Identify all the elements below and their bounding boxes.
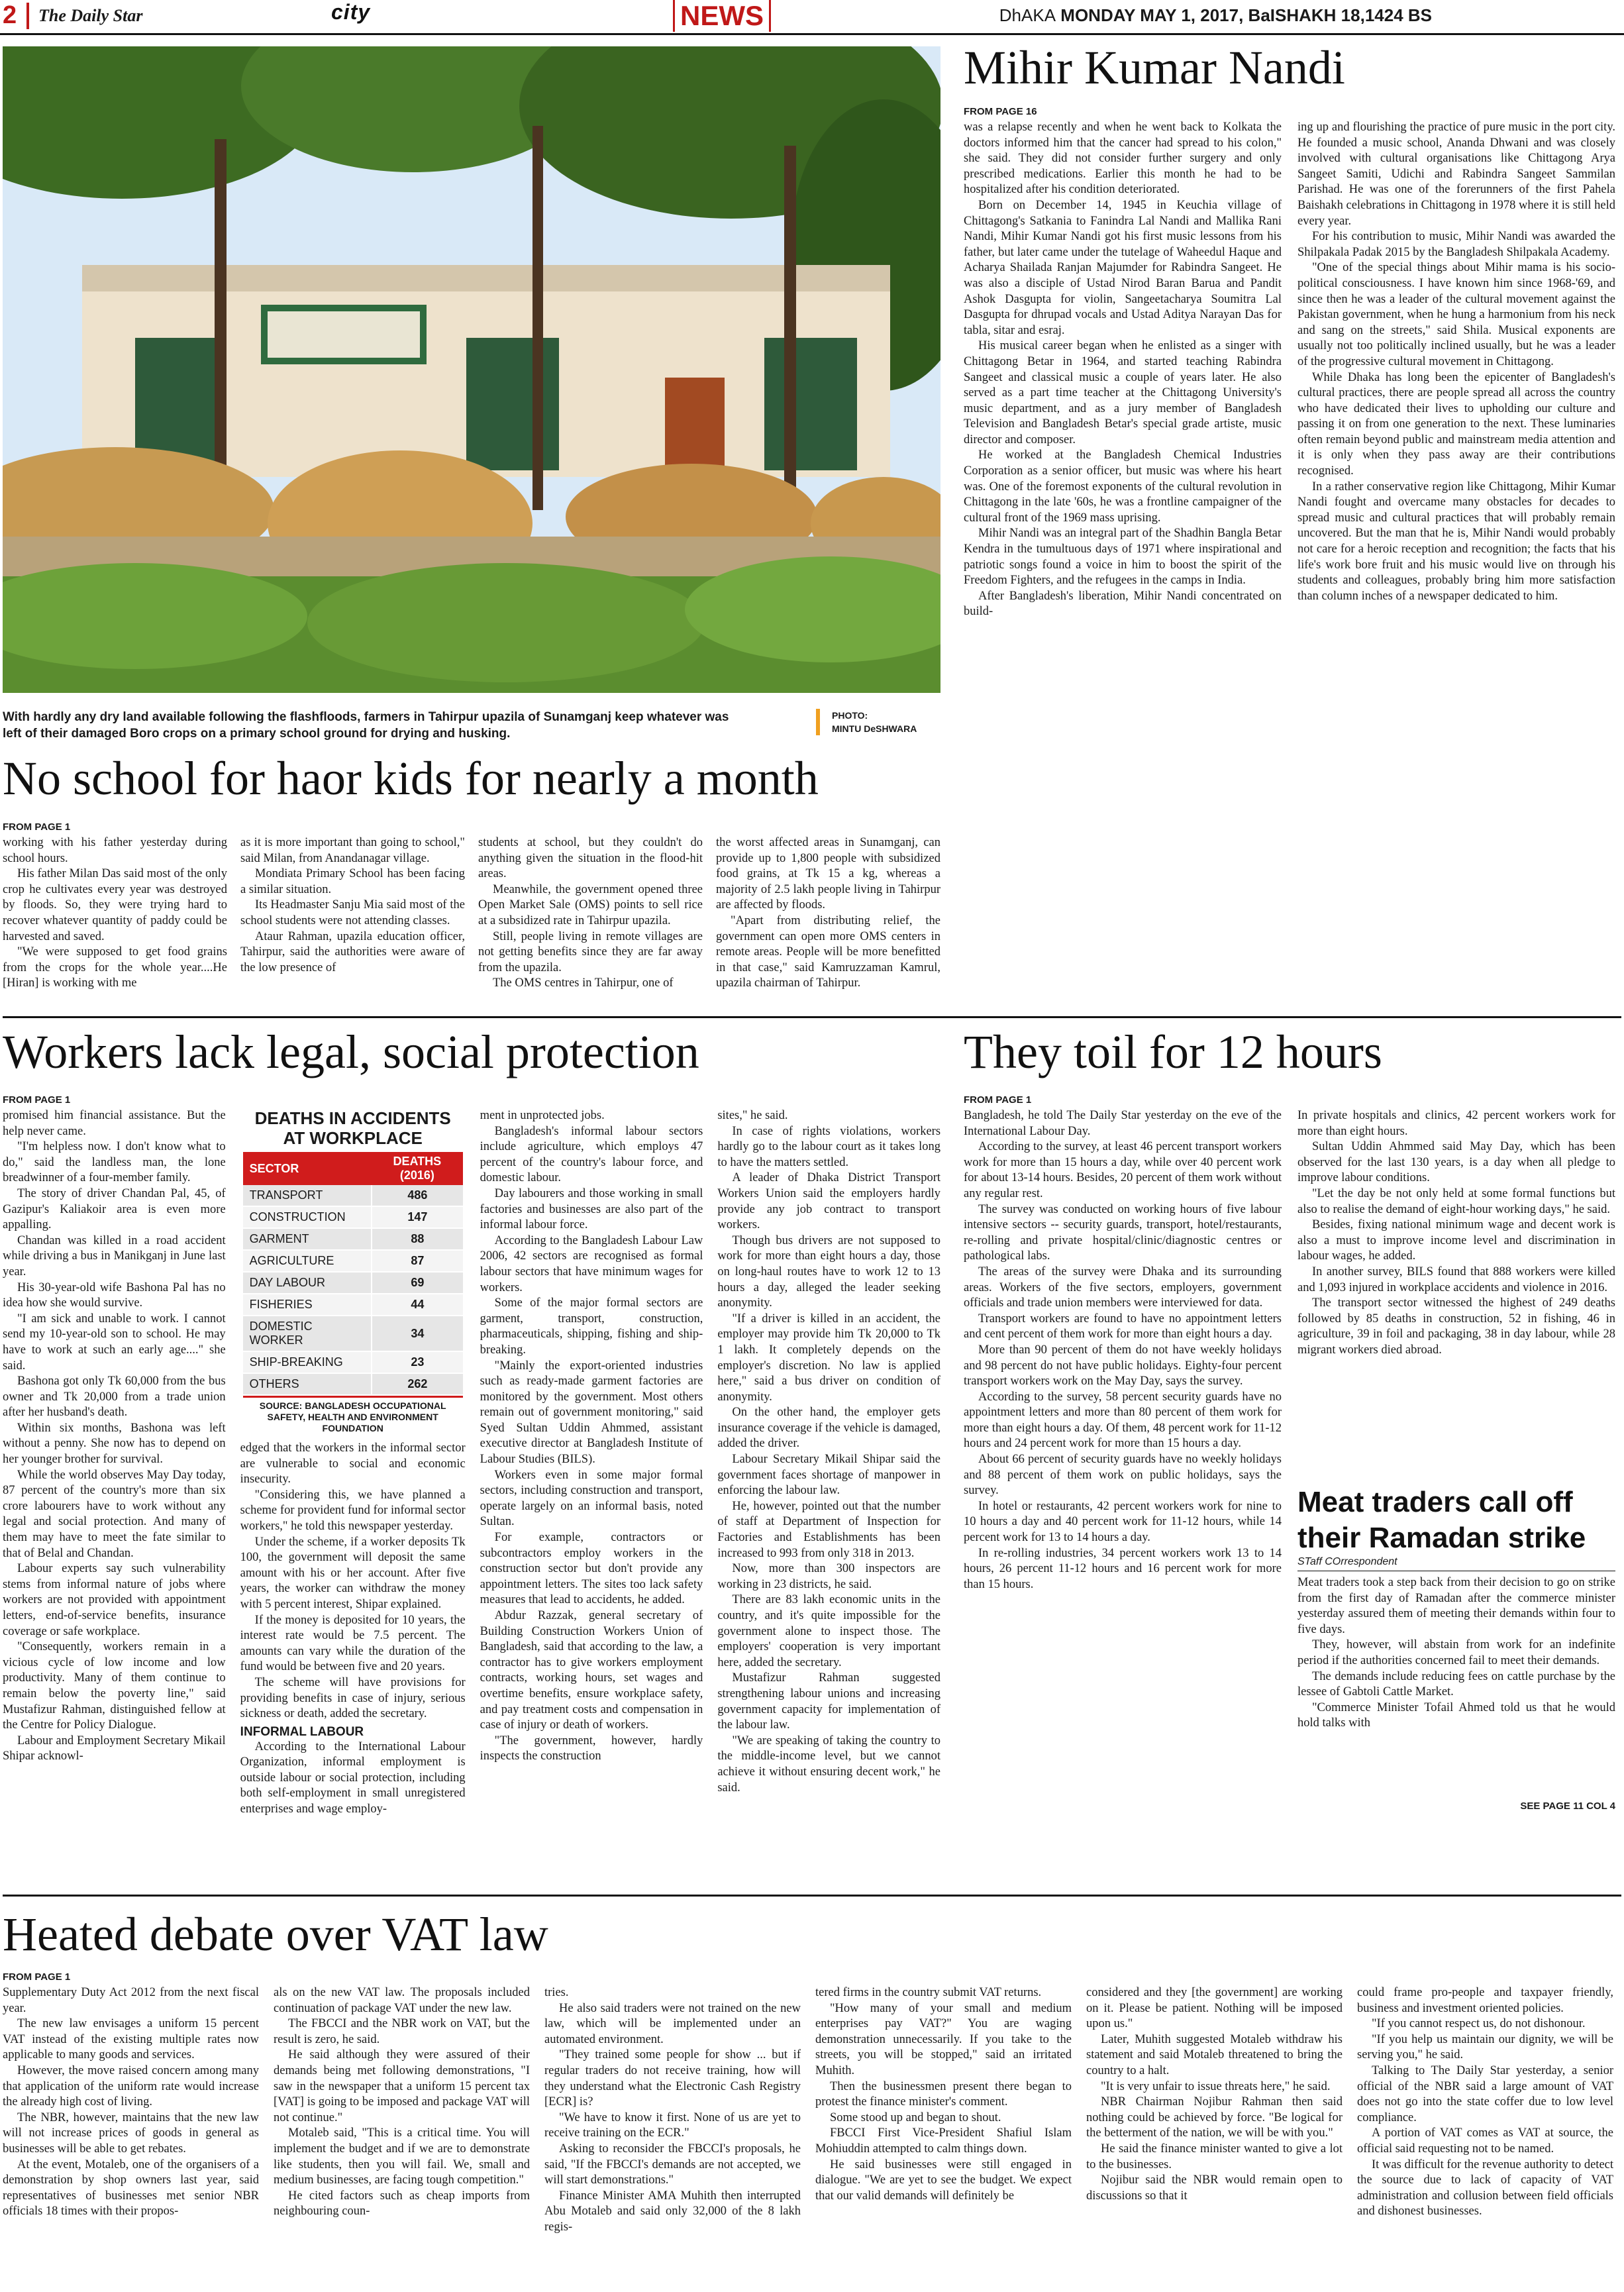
meat-story <box>1297 1485 1615 1812</box>
paragraph: Motaleb said, "This is a critical time. You will implement the budget and if we are to demonstrate like students, then you will fail. We, small and medium businesses, are facing tough competition." <box>274 2126 530 2187</box>
school-headline: No school for haor kids for nearly a month <box>3 752 819 805</box>
paragraph: However, the move raised concern among many that application of the uniform rate would increase the already high cost of living. <box>3 2063 259 2109</box>
table-row <box>243 1373 463 1395</box>
vat-column-3 <box>544 1985 801 2287</box>
paragraph: His father Milan Das said most of the only crop he cultivates every year was destroyed by floods. So, they were trying hard to recover whatever quantity of paddy could be harvested and saved. <box>3 867 227 943</box>
school-story-body <box>3 821 940 1008</box>
paragraph: Labour and Employment Secretary Mikail Shipar acknowl- <box>3 1734 226 1763</box>
paragraph: Talking to The Daily Star yesterday, a senior official of the NBR said a large amount of VAT does not go into the state coffer due to low level compliance. <box>1357 2063 1613 2124</box>
paragraph: A portion of VAT comes as VAT at source, the official said requesting not to be named. <box>1357 2126 1613 2156</box>
news-photo <box>3 46 940 693</box>
toil-headline: They toil for 12 hours <box>964 1025 1382 1078</box>
table-header-sector: SECTOR <box>243 1152 372 1185</box>
paragraph: as it is more important than going to school," said Milan, from Anandanagar village. <box>240 836 465 865</box>
paragraph: "Mainly the export-oriented industries such as ready-made garment factories are monitored by the government. Most others remain out of government monitoring," said Syed Sultan Uddin Ahmmed, assistant executive director at Bangladesh Institute of Labour Studies (BILS). <box>480 1359 703 1467</box>
paragraph: Labour experts say such vulnerability stems from informal nature of jobs where workers are not provided with appointment letters, end-of-service benefits, insurance coverage or safe workplace. <box>3 1562 226 1638</box>
paragraph: The new law envisages a uniform 15 percent VAT instead of the existing multiple rates now applicable to many goods and services. <box>3 2017 259 2062</box>
table-cell-deaths: 87 <box>372 1250 463 1272</box>
table-row <box>243 1351 463 1373</box>
paragraph: "They trained some people for show ... but if regular traders do not receive training, how will they understand what the Electronic Cash Registry [ECR] is? <box>544 2048 801 2109</box>
table-header-deaths: DEATHS (2016) <box>372 1152 463 1185</box>
vat-column-5 <box>1086 1985 1343 2287</box>
paragraph: Sultan Uddin Ahmmed said May Day, which has been observed for the last 130 years, is a day when all pledge to improve labour conditions. <box>1297 1140 1615 1185</box>
paragraph: Ataur Rahman, upazila education officer, Tahirpur, said the authorities were aware of the low presence of <box>240 929 465 974</box>
paragraph: Though bus drivers are not supposed to work for more than eight hours a day, those on long-haul routes have to work 12 to 13 hours a day, alleged the leader seeking anonymity. <box>717 1233 941 1310</box>
paragraph: More than 90 percent of them do not have weekly holidays and 98 percent do not have public holidays. Eighty-four percent transport workers work on the May Day, says the survey. <box>964 1343 1282 1388</box>
paragraph: ment in unprotected jobs. <box>480 1109 605 1122</box>
table-row <box>243 1294 463 1316</box>
table-row <box>243 1185 463 1206</box>
photo-caption: With hardly any dry land available following the flashfloods, farmers in Tahirpur upazila of Sunamganj keep whatever was left of their damaged Boro crops on a primary school ground for drying and husking. <box>3 710 729 741</box>
toil-right-column <box>1297 1108 1615 1890</box>
nandi-story-body <box>964 106 1619 1014</box>
paragraph: The story of driver Chandan Pal, 45, of Gazipur's Kaliakoir area is even more appalling. <box>3 1186 226 1232</box>
meat-body <box>1297 1575 1615 1800</box>
paragraph: In another survey, BILS found that 888 workers were killed and 1,093 injured in workplace accidents and violence in 2016. <box>1297 1265 1615 1294</box>
paragraph: If the money is deposited for 10 years, the interest rate would be 7.5 percent. The amounts can vary while the duration of the fund would be between five and 20 years. <box>240 1613 466 1674</box>
section-divider <box>3 1016 1621 1018</box>
vat-column-1 <box>3 1985 259 2287</box>
paragraph: Later, Muhith suggested Motaleb withdraw his statement and said Motaleb threatened to bring the country to a halt. <box>1086 2032 1343 2077</box>
vat-column-6 <box>1357 1985 1613 2287</box>
paragraph: edged that the workers in the informal sector are vulnerable to social and economic insecurity. <box>240 1441 466 1486</box>
deaths-table-box <box>240 1108 466 1434</box>
paragraph: Bangladesh's informal labour sectors include agriculture, which employs 47 percent of the country's labour force, and domestic labour. <box>480 1124 703 1185</box>
paragraph: tered firms in the country submit VAT returns. <box>815 1986 1042 1999</box>
table-cell-deaths: 69 <box>372 1272 463 1294</box>
paragraph: "I am sick and unable to work. I cannot send my 10-year-old son to school. He may have to work at such an early age...." she said. <box>3 1312 226 1373</box>
table-cell-sector: OTHERS <box>243 1373 372 1395</box>
nandi-headline: Mihir Kumar Nandi <box>964 41 1345 94</box>
table-cell-sector: SHIP-BREAKING <box>243 1351 372 1373</box>
table-row <box>243 1272 463 1294</box>
paragraph: Some of the major formal sectors are garment, transport, construction, pharmaceuticals, shipping, fishing and ship-breaking. <box>480 1296 703 1357</box>
paragraph: Still, people living in remote villages are not getting benefits since they are far away from the upazila. <box>478 929 703 974</box>
school-column-3 <box>478 835 703 1008</box>
paragraph: For his contribution to music, Mihir Nandi was awarded the Shilpakala Padak 2015 by the Bangladesh Shilpakala Academy. <box>1297 230 1615 259</box>
paragraph: At the event, Motaleb, one of the organisers of a demonstration by shop owners last year, said representatives of businesses met senior NBR officials 18 times with their propos- <box>3 2158 259 2218</box>
toil-column-2 <box>1297 1108 1615 1479</box>
paragraph: After Bangladesh's liberation, Mihir Nandi concentrated on build- <box>964 589 1282 619</box>
meat-byline: STaff COrrespondent <box>1297 1556 1615 1571</box>
table-title <box>243 1108 463 1148</box>
table-cell-deaths: 34 <box>372 1316 463 1351</box>
paragraph: was a relapse recently and when he went back to Kolkata the doctors informed him that the cancer had spread to his colon," she said. They did not consider further surgery and only prescribed medications. Earlier this month he had to be hospitalized after his condition deteriorated. <box>964 121 1282 197</box>
meat-headline: Meat traders call off their Ramadan strike <box>1297 1486 1586 1554</box>
paragraph: "Consequently, workers remain in a vicious cycle of low income and low productivity. Many of them continue to remain below the poverty line," said Mustafizur Rahman, distinguished fellow at the Centre for Policy Dialogue. <box>3 1640 226 1732</box>
paragraph: According to the Bangladesh Labour Law 2006, 42 sectors are recognised as formal labour sectors that have minimum wages for workers. <box>480 1233 703 1294</box>
toil-column-1 <box>964 1108 1282 1890</box>
paragraph: Mondiata Primary School has been facing a similar situation. <box>240 867 465 896</box>
paragraph: sites," he said. <box>717 1109 788 1122</box>
paragraph: Under the scheme, if a worker deposits Tk 100, the government will deposit the same amount with his or her account. After five years, the worker can withdraw the money with 5 percent interest, Shipar explained. <box>240 1535 466 1611</box>
section-divider-2 <box>3 1895 1621 1897</box>
nandi-kicker: FROM PAGE 16 <box>964 106 1037 117</box>
paragraph: considered and they [the government] are working on it. Please be patient. Nothing will be imposed upon us." <box>1086 1986 1343 2031</box>
paragraph: He said the finance minister wanted to give a lot to the businesses. <box>1086 2142 1343 2171</box>
paragraph: "Considering this, we have planned a scheme for provident fund for informal sector workers," he told this newspaper yesterday. <box>240 1488 466 1533</box>
paragraph: Some stood up and began to shout. <box>830 2110 1001 2124</box>
paragraph: could frame pro-people and taxpayer friendly, business and investment oriented policies. <box>1357 1986 1613 2015</box>
paragraph: Born on December 14, 1945 in Keuchia village of Chittagong's Satkania to Fanindra Lal Nandi and Mallika Rani Nandi, Mihir Kumar Nandi got his first music lessons from his father, but later came under the tutelage of Waheedul Haque and Acharya Shailada Ranjan Majumder for Rabindra Sangeet. He was also a disciple of Ustad Nirod Baran Barua and Pandit Ashok Dasgupta for violin, Sangeetacharya Soumitra Lal Dasgupta for dhrupad vocals and Ustad Aditya Narayan Das for tabla, sitar and esraj. <box>964 198 1282 337</box>
table-source: SOURCE: BANGLADESH OCCUPATIONAL SAFETY, HEALTH AND ENVIRONMENT FOUNDATION <box>243 1396 463 1434</box>
paragraph: INFORMAL LABOUR <box>240 1724 364 1739</box>
paragraph: In private hospitals and clinics, 42 percent workers work for more than eight hours. <box>1297 1109 1615 1138</box>
paragraph: Meat traders took a step back from their decision to go on strike from the first day of Ramadan after the commerce minister yesterday assured them of meeting their demands within four to five days. <box>1297 1576 1615 1636</box>
paragraph: Besides, fixing national minimum wage and decent work is also a must to improve income level and discrimination in labour wages, he added. <box>1297 1218 1615 1263</box>
paragraph: They, however, will abstain from work for an indefinite period if the authorities concerned fail to meet their demands. <box>1297 1638 1615 1667</box>
paragraph: His 30-year-old wife Bashona Pal has no idea how she would survive. <box>3 1280 226 1310</box>
toil-story-body <box>964 1094 1619 1890</box>
paragraph: Supplementary Duty Act 2012 from the next fiscal year. <box>3 1986 259 2015</box>
table-body <box>243 1185 463 1395</box>
paragraph: He, however, pointed out that the number of staff at Department of Inspection for Factories and Establishments has been increased to 993 from only 318 in 2013. <box>717 1499 941 1560</box>
table-cell-deaths: 262 <box>372 1373 463 1395</box>
paragraph: According to the survey, at least 46 percent transport workers work for more than 15 hours a day, while over 40 percent work for about 13-14 hours. Besides, 20 percent of them work without any regular rest. <box>964 1140 1282 1200</box>
table-cell-deaths: 44 <box>372 1294 463 1316</box>
paragraph: working with his father yesterday during school hours. <box>3 836 227 865</box>
workers-column-2 <box>240 1441 466 1944</box>
table-cell-deaths: 486 <box>372 1185 463 1206</box>
paragraph: the worst affected areas in Sunamganj, can provide up to 1,800 people with subsidized food grains, at Tk 15 a kg, whereas a majority of 2.5 lakh people living in Tahirpur are affected by floods. <box>716 836 940 912</box>
vat-story-body <box>3 1971 1621 2287</box>
paragraph: He said businesses were still engaged in dialogue. "We are yet to see the budget. We expect that our valid demands will definitely be <box>815 2158 1072 2203</box>
paragraph: In hotel or restaurants, 42 percent workers work for nine to 10 hours a day and 40 percent work for 11-12 hours, while 14 percent work for 13 to 14 hours a day. <box>964 1499 1282 1545</box>
vat-column-4 <box>815 1985 1072 2287</box>
school-column-2 <box>240 835 465 1008</box>
paragraph: A leader of Dhaka District Transport Workers Union said the employers hardly provide any job contract to transport workers. <box>717 1171 941 1232</box>
paragraph: Bangladesh, he told The Daily Star yesterday on the eve of the International Labour Day. <box>964 1109 1282 1138</box>
paragraph: There are 83 lakh economic units in the country, and it's quite impossible for the government alone to inspect those. The employers' cooperation is very important here, added the secretary. <box>717 1593 941 1669</box>
table-title-line-1: DEATHS IN ACCIDENTS <box>254 1108 451 1128</box>
paragraph: He said although they were assured of their demands being met following demonstrations, "I saw in the newspaper that a uniform 15 percent tax [VAT] is going to be imposed and package VAT will not continue." <box>274 2048 530 2124</box>
workers-column-1 <box>3 1108 226 1890</box>
paragraph: Nojibur said the NBR would remain open to discussions so that it <box>1086 2173 1343 2203</box>
paragraph: According to the survey, 58 percent security guards have no appointment letters and more than 80 percent of them work for more than eight hours a day. Of them, 48 percent work for 11-12 hours and 24 percent work for more than 15 hours a day. <box>964 1390 1282 1451</box>
paragraph: He worked at the Bangladesh Chemical Industries Corporation as a senior officer, but music was where his heart was. One of the foremost exponents of the cultural revolution in Chittagong in the late '60s, he was a frontline campaigner of the cultural front of the 1969 mass uprising. <box>964 448 1282 525</box>
paragraph: The survey was conducted on working hours of five labour intensive sectors -- security guards, transport, hotel/restaurants, re-rolling and private hospital/clinic/diagnostic centres or pathological labs. <box>964 1202 1282 1263</box>
table-cell-deaths: 88 <box>372 1228 463 1250</box>
photo-credit-label: PHOTO: <box>832 710 868 721</box>
section-label: city <box>331 0 371 24</box>
school-kicker: FROM PAGE 1 <box>3 821 71 833</box>
table-cell-sector: AGRICULTURE <box>243 1250 372 1272</box>
photo-credit-name: MINTU DeSHWARA <box>832 723 917 734</box>
paragraph: About 66 percent of security guards have no weekly holidays and 88 percent of them work on public holidays, says the survey. <box>964 1453 1282 1498</box>
paragraph: On the other hand, the employer gets insurance coverage if the vehicle is damaged, added the driver. <box>717 1406 941 1451</box>
dateline <box>999 5 1432 26</box>
paragraph: tries. <box>544 1986 569 1999</box>
paragraph: The FBCCI and the NBR work on VAT, but the result is zero, he said. <box>274 2017 530 2046</box>
paragraph: Now, more than 300 inspectors are working in 23 districts, he said. <box>717 1562 941 1591</box>
toil-kicker: FROM PAGE 1 <box>964 1094 1032 1106</box>
nandi-column-1 <box>964 120 1282 1014</box>
paragraph: "Let the day be not only held at some formal functions but also to realise the demand of eight-hour working days," he said. <box>1297 1186 1615 1216</box>
paragraph: Its Headmaster Sanju Mia said most of the school students were not attending classes. <box>240 898 465 927</box>
paragraph: Finance Minister AMA Muhith then interrupted Abu Motaleb and said only 32,000 of the 8 lakh regis- <box>544 2189 801 2234</box>
paragraph: According to the International Labour Organization, informal employment is outside labour or social protection, including both self-employment in small unregistered enterprises and wage employ- <box>240 1740 466 1816</box>
paragraph: Meanwhile, the government opened three Open Market Sale (OMS) points to sell rice at a subsidized rate in Tahirpur upazila. <box>478 882 703 927</box>
paragraph: "If a driver is killed in an accident, the employer may provide him Tk 20,000 to Tk 1 lakh. It completely depends on the employer's discretion. No law is applied here," said a bus driver on condition of anonymity. <box>717 1312 941 1404</box>
paragraph: For example, contractors or subcontractors employ workers in the construction sector but don't provide any appointment letters. The sites too lack safety measures that lead to accidents, he added. <box>480 1531 703 1607</box>
table-cell-sector: GARMENT <box>243 1228 372 1250</box>
table-row <box>243 1316 463 1351</box>
table-cell-sector: DAY LABOUR <box>243 1272 372 1294</box>
paragraph: Abdur Razzak, general secretary of Building Construction Workers Union of Bangladesh, said that according to the law, a contractor has to give workers employment contracts, working hours, set wages and overtime benefits, ensure workplace safety, and pay treatment costs and compensation in case of injury or death of workers. <box>480 1609 703 1732</box>
paragraph: "Apart from distributing relief, the government can open more OMS centers in remote areas. People will be more benefitted in that case," said Kamruzzaman Kamrul, upazila chairman of Tahirpur. <box>716 913 940 990</box>
paragraph: Chandan was killed in a road accident while driving a bus in Manikganj in June last year. <box>3 1233 226 1278</box>
paragraph: He also said traders were not trained on the new law, which will be implemented under an automated environment. <box>544 2001 801 2046</box>
table-cell-deaths: 147 <box>372 1206 463 1228</box>
paragraph: The OMS centres in Tahirpur, one of <box>493 976 674 990</box>
masthead-logo: The Daily Star <box>26 3 152 29</box>
paragraph: "We were supposed to get food grains from the crops for the whole year....He [Hiran] is working with me <box>3 945 227 990</box>
paragraph: Day labourers and those working in small factories and businesses are also part of the informal labour force. <box>480 1186 703 1232</box>
table-cell-sector: TRANSPORT <box>243 1185 372 1206</box>
school-column-4 <box>716 835 940 1008</box>
paragraph: "It is very unfair to issue threats here," he said. <box>1101 2079 1331 2093</box>
table-cell-sector: FISHERIES <box>243 1294 372 1316</box>
paragraph: "If you cannot respect us, do not dishonour. <box>1372 2017 1586 2031</box>
table-row <box>243 1228 463 1250</box>
paragraph: His musical career began when he enlisted as a singer with Chittagong Betar in 1964, and started teaching Rabindra Sangeet and classical music a couple of years later. He also served as a part time teacher at the Chittagong University's music department, and as a jury member of Bangladesh Television and Bangladesh Betar's special grade artiste, music director and composer. <box>964 339 1282 446</box>
paragraph: The demands include reducing fees on cattle purchase by the lessee of Gabtoli Cattle Market. <box>1297 1669 1615 1699</box>
vat-column-2 <box>274 1985 530 2287</box>
paragraph: "We are speaking of taking the country to the middle-income level, but we cannot achieve it without ensuring decent work," he said. <box>717 1734 941 1795</box>
workers-column-3 <box>480 1108 703 1890</box>
paragraph: In re-rolling industries, 34 percent workers work 13 to 14 hours, 26 percent 11-12 hours and 16 percent work for more than 15 hours. <box>964 1546 1282 1591</box>
paragraph: Labour Secretary Mikail Shipar said the government faces shortage of manpower in enforcing the labour law. <box>717 1453 941 1498</box>
paragraph: "If you help us maintain our dignity, we will be serving you," he said. <box>1357 2032 1613 2062</box>
nandi-column-2 <box>1297 120 1615 1014</box>
dateline-date: MONDAY MAY 1, 2017, BaISHAKH 18,1424 BS <box>1060 5 1432 25</box>
paragraph: als on the new VAT law. The proposals included continuation of package VAT under the new law. <box>274 1986 530 2015</box>
paragraph: The transport sector witnessed the highest of 249 deaths followed by 85 deaths in construction, 52 in fishing, 46 in agriculture, 39 in foil and packaging, 38 in day labour, while 28 migrant workers died abroad. <box>1297 1296 1615 1357</box>
paragraph: The areas of the survey were Dhaka and its surrounding areas. Workers of the five sectors, employers, government officials and trade union members were interviewed for data. <box>964 1265 1282 1310</box>
paragraph: Bashona got only Tk 60,000 from the bus owner and Tk 20,000 from a trade union after her husband's death. <box>3 1375 226 1420</box>
paragraph: NBR Chairman Nojibur Rahman then said nothing could be achieved by force. "Be logical for the betterment of the nation, we will be with you." <box>1086 2095 1343 2140</box>
paragraph: Mihir Nandi was an integral part of the Shadhin Bangla Betar Kendra in the tumultuous days of 1971 where inspirational and patriotic songs found a voice in him to boost the spirit of the Freedom Fighters, and the refugees in the camps in India. <box>964 527 1282 588</box>
paragraph: "How many of your small and medium enterprises pay VAT?" You are waging demonstration unnecessarily. If you take to the streets, you will be stopped," said an irritated Muhith. <box>815 2001 1072 2077</box>
paragraph: While the world observes May Day today, 87 percent of the country's more than six crore labourers have to work without any legal and social protection. And many of them may have to meet the fate similar to that of Belal and Chandan. <box>3 1468 226 1560</box>
paragraph: students at school, but they couldn't do anything given the situation in the flood-hit areas. <box>478 836 703 881</box>
paragraph: Asking to reconsider the FBCCI's proposals, he said, "If the FBCCI's demands are not accepted, we will start demonstrations." <box>544 2142 801 2187</box>
vat-headline: Heated debate over VAT law <box>3 1908 548 1961</box>
paragraph: promised him financial assistance. But the help never came. <box>3 1109 226 1138</box>
paragraph: In case of rights violations, workers hardly go to the labour court as it takes long to have the matters settled. <box>717 1124 941 1169</box>
paragraph: While Dhaka has long been the epicenter of Bangladesh's cultural practices, there are people spread all across the country who have dedicated their lives to upholding our culture and passing it on from one generation to the next. These luminaries often remain beyond public and mainstream media attention and it is only when they pass away are their contributions recognised. <box>1297 370 1615 478</box>
table-cell-sector: CONSTRUCTION <box>243 1206 372 1228</box>
paragraph: "The government, however, hardly inspects the construction <box>480 1734 703 1763</box>
workers-story-body <box>3 1094 940 1944</box>
paragraph: ing up and flourishing the practice of pure music in the port city. He founded a music school, Ananda Dhwani and was closely involved with cultural organisations like Chittagong Arya Sangeet Samiti, Udichi and Rabindra Sangeet Sammilan Parishad. He was one of the forerunners of the first Pahela Baishakh celebrations in Chittagong in 1978 where it is still held every year. <box>1297 121 1615 228</box>
paragraph: "One of the special things about Mihir mama is his socio-political consciousness. I have known him since 1968-'69, and since then he was a leader of the cultural movement against the Pakistan government, when he hung a harmonium from his neck and sang on the streets," said Shila. Musical exponents are usually not too politically inclined usually, but he was a leader of the progressive cultural movement in Chittagong. <box>1297 261 1615 368</box>
table-cell-sector: DOMESTIC WORKER <box>243 1316 372 1351</box>
paragraph: Then the businessmen present there began to protest the finance minister's comment. <box>815 2079 1072 2109</box>
table-cell-deaths: 23 <box>372 1351 463 1373</box>
workers-headline: Workers lack legal, social protection <box>3 1025 699 1078</box>
workers-kicker: FROM PAGE 1 <box>3 1094 71 1106</box>
paragraph: The NBR, however, maintains that the new law will not increase prices of goods in general as businesses will be able to get rebates. <box>3 2110 259 2156</box>
table-title-line-2: AT WORKPLACE <box>283 1128 423 1148</box>
workers-column-4 <box>717 1108 940 1890</box>
table-header-row <box>243 1152 463 1185</box>
paragraph: "I'm helpless now. I don't know what to do," said the landless man, the lone breadwinner of a four-member family. <box>3 1140 226 1185</box>
paragraph: Transport workers are found to have no appointment letters and cent percent of them work for more than eight hours a day. <box>964 1312 1282 1341</box>
paragraph: FBCCI First Vice-President Shafiul Islam Mohiuddin attempted to calm things down. <box>815 2126 1072 2156</box>
paragraph: Workers even in some major formal sectors, including construction and transport, operate largely on an informal basis, noted Sultan. <box>480 1468 703 1529</box>
workers-middle-column <box>240 1108 466 1944</box>
photo-credit <box>816 709 917 735</box>
paragraph: It was difficult for the revenue authority to detect the source due to lack of capacity of VAT administration and collusion between field officials and dishonest businesses. <box>1357 2158 1613 2218</box>
paragraph: "We have to know it first. None of us are yet to receive training on the ECR." <box>544 2110 801 2140</box>
paragraph: Mustafizur Rahman suggested strengthening labour unions and increasing government capacity for implementation of the labour law. <box>717 1671 941 1732</box>
dateline-city: DhAKA <box>999 5 1056 25</box>
paragraph: The scheme will have provisions for providing benefits in case of injury, serious sickness or death, added the secretary. <box>240 1675 466 1721</box>
paragraph: In a rather conservative region like Chittagong, Mihir Kumar Nandi fought and overcame many obstacles for decades to spread music and cultural practices that will probably remain uncovered. But the man that he is, Mihir Nandi would probably not care for a heroic reception and recognition; the facts that his life's work bore fruit and his music would live on through his students and colleagues, probably bring him more satisfaction than column inches of a newspaper dedicated to him. <box>1297 480 1615 603</box>
table-row <box>243 1250 463 1272</box>
deaths-table <box>243 1152 463 1396</box>
page-number: 2 <box>3 1 17 29</box>
school-column-1 <box>3 835 227 1008</box>
category-label: NEWS <box>673 0 771 32</box>
paragraph: Within six months, Bashona was left without a penny. She now has to depend on her younger brother for survival. <box>3 1421 226 1467</box>
table-row <box>243 1206 463 1228</box>
vat-kicker: FROM PAGE 1 <box>3 1971 71 1983</box>
paragraph: He cited factors such as cheap imports from neighbouring coun- <box>274 2189 530 2218</box>
paragraph: "Commerce Minister Tofail Ahmed told us that he would hold talks with <box>1297 1700 1615 1730</box>
meat-jump-line: SEE PAGE 11 COL 4 <box>1520 1800 1615 1812</box>
